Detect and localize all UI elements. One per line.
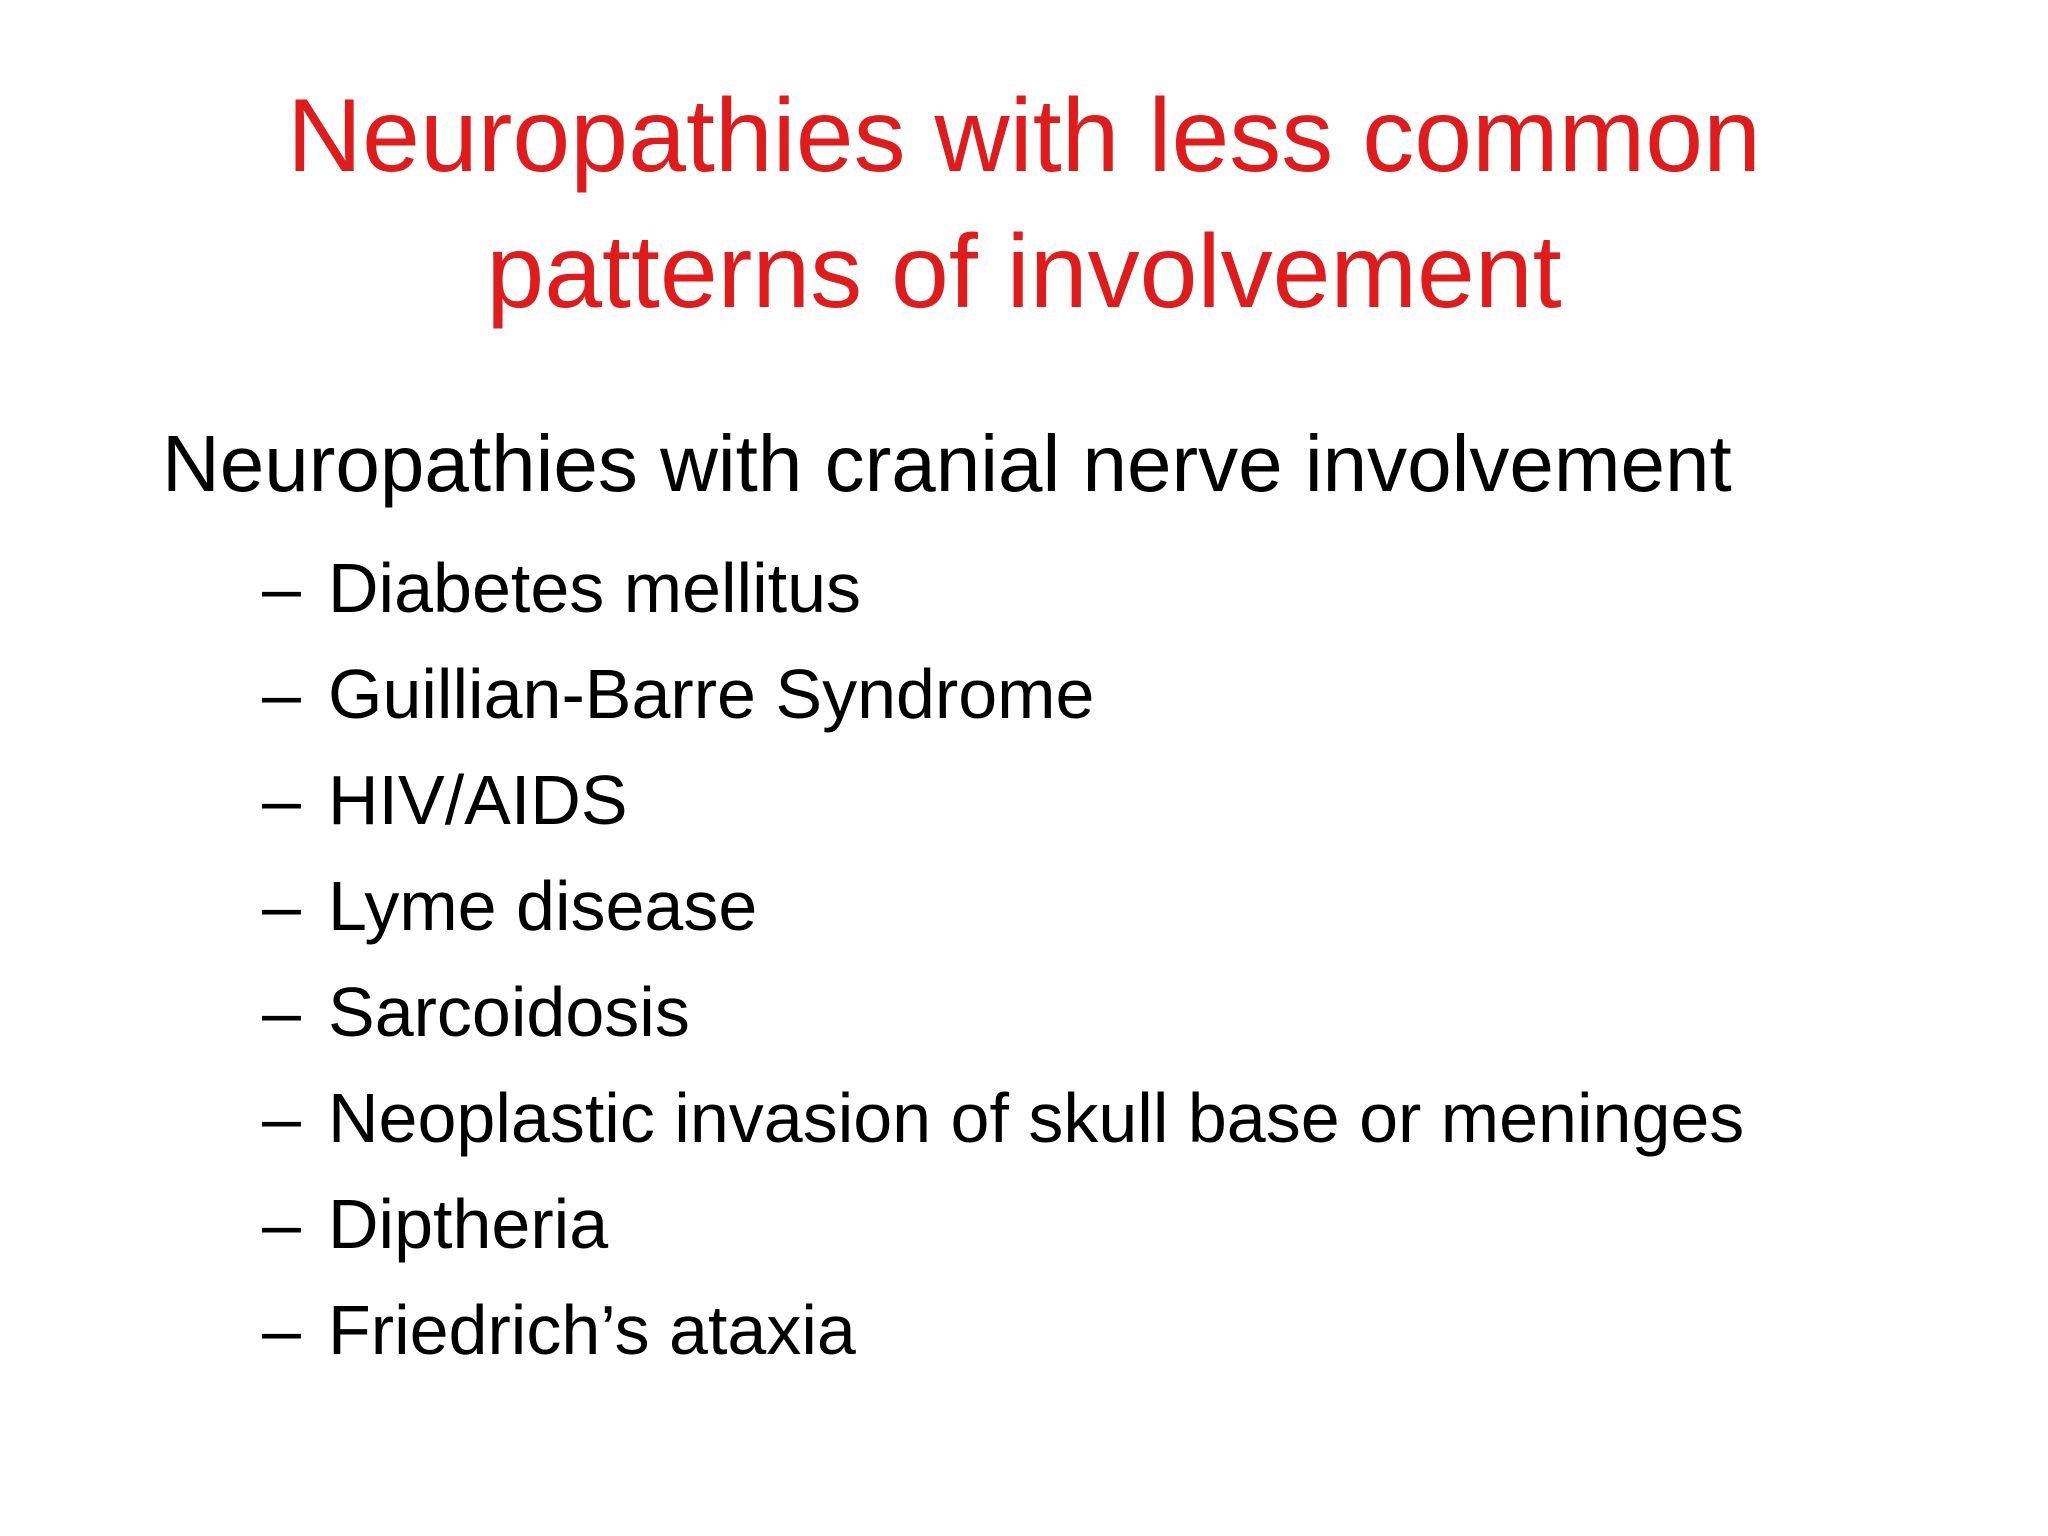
title-line: Neuropathies with less common — [287, 78, 1761, 194]
dash-bullet: – — [262, 1185, 301, 1263]
list-item-label: Neoplastic invasion of skull base or meninges — [328, 1079, 1745, 1157]
dash-bullet: – — [262, 655, 301, 733]
list-item-label: Sarcoidosis — [328, 973, 690, 1051]
list-item — [262, 1277, 1744, 1383]
slide-title — [0, 68, 2048, 340]
list-item-label: Guillian-Barre Syndrome — [328, 655, 1095, 733]
dash-bullet: – — [262, 1291, 301, 1369]
list-item-label: HIV/AIDS — [328, 761, 628, 839]
list-item-label: Lyme disease — [328, 867, 758, 945]
list-item — [262, 853, 1744, 959]
list-item — [262, 1171, 1744, 1277]
list-item-label: Diptheria — [328, 1185, 609, 1263]
list-item — [262, 535, 1744, 641]
list-item — [262, 747, 1744, 853]
dash-bullet: – — [262, 549, 301, 627]
section-heading: Neuropathies with cranial nerve involvement — [162, 419, 1732, 508]
list-item — [262, 1065, 1744, 1171]
dash-bullet: – — [262, 761, 301, 839]
dash-bullet: – — [262, 1079, 301, 1157]
title-line: patterns of involvement — [486, 214, 1562, 330]
dash-bullet: – — [262, 867, 301, 945]
list-item-label: Diabetes mellitus — [328, 549, 861, 627]
bullet-list — [262, 535, 1744, 1383]
list-item — [262, 959, 1744, 1065]
dash-bullet: – — [262, 973, 301, 1051]
list-item-label: Friedrich’s ataxia — [328, 1291, 856, 1369]
list-item — [262, 641, 1744, 747]
